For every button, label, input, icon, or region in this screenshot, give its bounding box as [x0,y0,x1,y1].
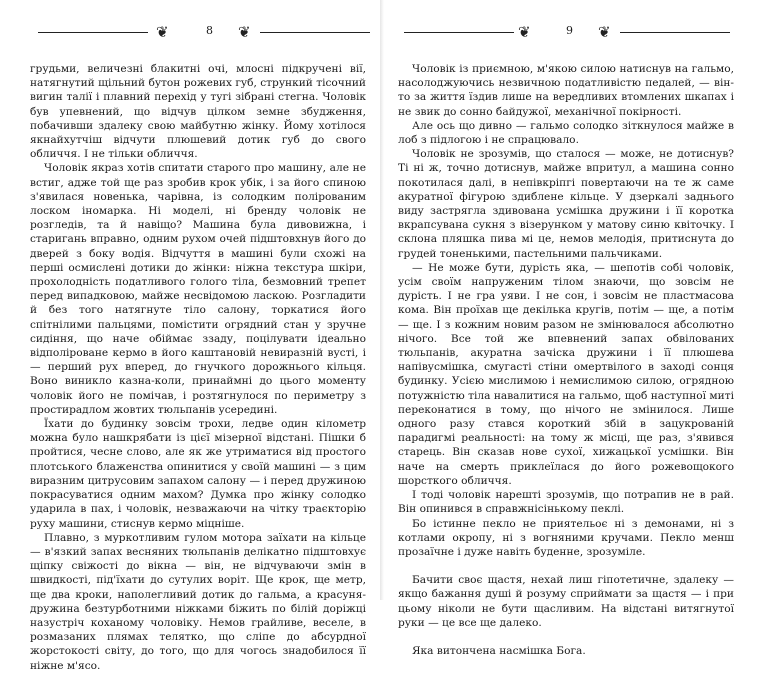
page-number: 8 [206,24,213,37]
right-page [384,0,764,657]
ornament-icon: ❦ [156,23,169,41]
paragraph: грудьми, величезні блакитні очі, млосні підкручені вії, натягнутий щільний бутон рожевих губ, стрункий тісочний вигин талії і плавний перехід у тугі зібрані стегна. Чоловік був упевнений, що відчув цілком земне збудження, побачивши здалеку свою майбутню жінку. Йому хотілося якнайхутчіш відчути плюшевий дотик губ до свого обличчя. І не тільки обличчя. [30,63,366,161]
paragraph: Їхати до будинку зовсім трохи, ледве один кілометр можна було нашкрябати із цієї мізерної відстані. Пішки б пройтися, чесне слово, але як же утриматися від простого плотського блаженства опинитися у своїй машині — з цим виразним цитрусовим запахом салону — і перед дружиною покрасуватися одним махом? Думка про жінку солодко ударила в пах, і чоловік, незважаючи на чітку траєкторію руху машини, стиснув кермо міцніше. [30,418,366,530]
paragraph: Бачити своє щастя, нехай лиш гіпотетичне, здалеку — якщо бажання душі й розуму сприймати за щастя — і при цьому ніколи не бути щасливим. На відстані витягнутої руки — це все ще далеко. [398,574,734,629]
ornament-icon: ❦ [518,23,531,41]
ornament-icon: ❦ [238,23,251,41]
paragraph: Бо істинне пекло не приятельоє ні з демонами, ні з котлами окропу, ні з вогняними кручами. Пекло менш прозаїчне і дуже навіть буденне, зрозуміле. [398,517,734,558]
paragraph: Плавно, з муркотливим гулом мотора заїхати на кільце — в'язкий запах весняних тюльпанів делікатно підштовхує щіпку свіжості до вікна — він, не відчуваючи змін в швидкості, під'їхати до сутулих воріт. Ще крок, ще метр, ще два кроки, наполегливий дотик до гальма, а красуня-дружина безтурботними ніжками біжить по білій доріжці назустріч коханому чоловіку. Немов грайливе, веселе, в розмазаних плямах телятко, що сліпе до абсурдної жорстокості світу, до того, що для чогось знадобилося її ніжне м'ясо. [30,531,366,672]
page-body [398,62,734,658]
paragraph: Чоловік із приємною, м'якою силою натиснув на гальмо, насолоджуючись незвичною податливістю педалей, — він-то за життя їздив лише на вередливих втомлених шкапах і не звик до сонно байдужої, механічної покірності. [398,63,734,118]
header-rule-left [38,32,148,33]
paragraph: Яка витончена насмішка Бога. [412,644,586,657]
paragraph: Чоловік якраз хотів спитати старого про машину, але не встиг, адже той ще раз зробив крок убік, і за його спиною з'явилася новенька, чарівна, із солодким полірованим лоском іномарка. Ні моделі, ні бренду чоловік не розгледів, та й навіщо? Машина була дивовижна, і старигань вправно, одним рухом очей підштовхнув його до дверей з боку водія. Відчуття в машині були схожі на перші осмислені дотики до жінки: ніжна текстура шкіри, прохолодність податливого голого тіла, безмовний трепет перед випадковою, майже несвідомою ласкою. Розгладити й без того натягнуте тіло салону, торкатися його спітнілими пальцями, помістити огрядний стан у зручне сидіння, що наче обіймає ззаду, поцілувати ідеально відполіроване кермо в його каштановій невиразній вусті, і — перший рух вперед, до гнучкого дорожнього кільця. Воно виникло казна-коли, принаймні до цього моменту чоловік його не помічав, і розтягнулося по периметру з простирадлом жовтих тюльпанів усередині. [30,162,366,416]
page-header [398,20,734,46]
paragraph: Але ось що дивно — гальмо солодко зіткнулося майже в лоб з підлогою і не спрацювало. [398,119,734,147]
page-number: 9 [566,24,573,37]
page-header [30,20,366,46]
left-page [0,0,380,672]
paragraph: — Не може бути, дурість яка, — шепотів собі чоловік, усім своїм напруженим тілом знаючи, що зовсім не дурість. І не гра уяви. І не сон, і зовсім не пластмасова кома. Він проїхав ще декілька кругів, потім — ще, а потім — ще. І з кожним новим разом не змінювалося абсолютно нічого. Все той же впевнений запах обвілованих тюльпанів, акуратна зачіска дружини і її плюшева напівусмішка, смугасті стіни омертвілого в заході сонця будинку. Усією мислимою і немислимою силою, огрядною потужністю тіла навалитися на гальмо, щоб наступної миті переконатися в тому, що нічого не змінилося. Лише одного разу стався короткий збій в зацукрованій парадигмі реальності: на тому ж місці, ще раз, з'явився старець. Він сказав нове сухої, хижацької усмішки. Він наче на смерть приклеїлася до його рожевощокого шорсткого обличчя. [398,261,734,487]
ornament-icon: ❦ [598,23,611,41]
page-body [30,62,366,673]
header-rule-right [620,32,730,33]
paragraph: Чоловік не зрозумів, що сталося — може, не дотиснув? Ті ні ж, точно дотиснув, майже впритул, а машина сонно покотилася далі, в непівкріпгі повертаючи на те ж саме акуратної фігурою здиблене кільце. У дзеркалі заднього виду застрягла здивована усмішка дружини і її коротка вкрапсувана сукня з візерунком у матову синю квіточку. І склона пляшка пива мі це, немов мелодія, притиснута до грудей тоненькими, пастельними пальчиками. [398,148,734,260]
header-rule-right [260,32,370,33]
header-rule-left [404,32,514,33]
paragraph: І тоді чоловік нарешті зрозумів, що потрапив не в рай. Він опинився в справжнісінькому пеклі. [398,489,734,516]
